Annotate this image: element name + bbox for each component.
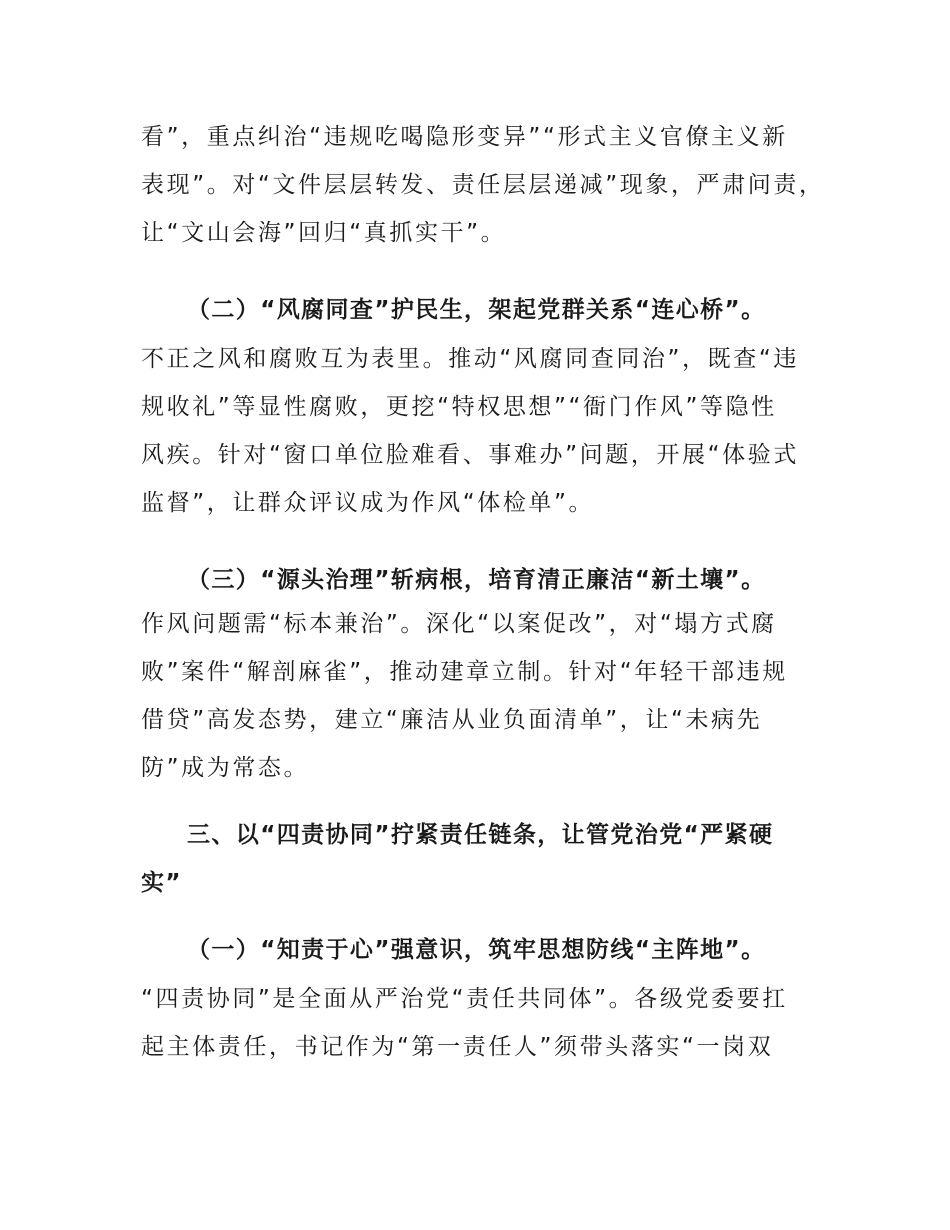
body-text-line: “四责协同”是全面从严治党“责任共同体”。各级党委要扛 [141, 986, 788, 1012]
subheading-2: （二）“风腐同查”护民生，架起党群关系“连心桥”。 [187, 297, 766, 323]
subheading-3: （三）“源头治理”斩病根，培育清正廉洁“新土壤”。 [187, 567, 766, 593]
section-heading: 三、以“四责协同”拧紧责任链条，让管党治党“严紧硬 [187, 822, 774, 848]
body-text-line: 监督”，让群众评议成为作风“体检单”。 [141, 490, 595, 516]
body-text-line: 败”案件“解剖麻雀”，推动建章立制。针对“年轻干部违规 [141, 659, 788, 685]
body-text-line: 防”成为常态。 [141, 755, 310, 781]
body-text-line: 表现”。对“文件层层转发、责任层层递减”现象，严肃问责， [141, 172, 825, 198]
body-text-line: 作风问题需“标本兼治”。深化“以案促改”，对“塌方式腐 [141, 611, 777, 637]
body-text-line: 借贷”高发态势，建立“廉洁从业负面清单”，让“未病先 [141, 707, 763, 733]
body-text-line: 让“文山会海”回归“真抓实干”。 [141, 220, 507, 246]
body-text-line: 看”，重点纠治“违规吃喝隐形变异”“形式主义官僚主义新 [141, 124, 788, 150]
body-text-line: 风疾。针对“窗口单位脸难看、事难办”问题，开展“体验式 [141, 442, 799, 468]
body-text-line: 规收礼”等显性腐败，更挖“特权思想”“衙门作风”等隐性 [141, 394, 777, 420]
section-heading-continued: 实” [141, 870, 182, 896]
body-text-line: 不正之风和腐败互为表里。推动“风腐同查同治”，既查“违 [141, 346, 799, 372]
body-text-line: 起主体责任，书记作为“第一责任人”须带头落实“一岗双 [141, 1034, 774, 1060]
subheading-1: （一）“知责于心”强意识，筑牢思想防线“主阵地”。 [187, 937, 766, 963]
